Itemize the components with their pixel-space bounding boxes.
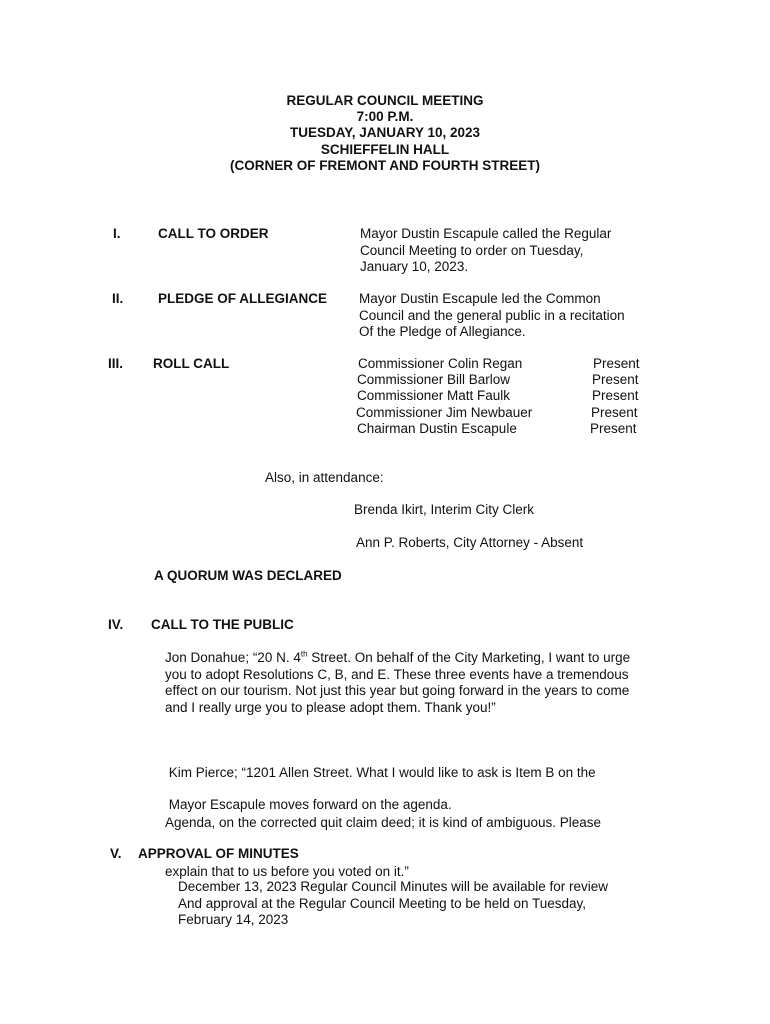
section-4-title: CALL TO THE PUBLIC — [151, 617, 294, 632]
section-1-body — [360, 226, 611, 276]
public-comment-line — [165, 650, 630, 667]
public-comment-pierce — [165, 732, 601, 897]
ordinal-suffix: th — [300, 649, 308, 659]
section-1-line: Mayor Dustin Escapule called the Regular — [360, 226, 612, 241]
roll-call-name: Chairman Dustin Escapule — [357, 421, 517, 436]
public-comment-text: Jon Donahue; “20 N. 4 — [165, 650, 301, 665]
section-2-numeral: II. — [112, 291, 124, 306]
section-1-line: Council Meeting to order on Tuesday, — [360, 242, 584, 258]
section-4-numeral: IV. — [108, 617, 124, 632]
section-3-title: ROLL CALL — [153, 356, 230, 371]
attendee: Ann P. Roberts, City Attorney - Absent — [356, 535, 584, 550]
section-2-title: PLEDGE OF ALLEGIANCE — [158, 291, 328, 306]
roll-call-name: Commissioner Matt Faulk — [357, 388, 511, 403]
meeting-date: TUESDAY, JANUARY 10, 2023 — [289, 125, 481, 141]
section-5-line: And approval at the Regular Council Meeting to be held on Tuesday, — [178, 895, 587, 911]
section-1-title: CALL TO ORDER — [158, 226, 269, 241]
section-2-line: Council and the general public in a recitation — [359, 307, 625, 323]
mayor-note: Mayor Escapule moves forward on the agenda. — [165, 797, 452, 812]
roll-call-name: Commissioner Bill Barlow — [357, 372, 511, 387]
section-1-line: January 10, 2023. — [360, 259, 469, 274]
public-comment-line: effect on our tourism. Not just this year but going forward in the years to come — [165, 683, 630, 698]
section-5-line: December 13, 2023 Regular Council Minutes will be available for review — [178, 879, 608, 894]
public-comment-line: Kim Pierce; “1201 Allen Street. What I would like to ask is Item B on the — [165, 765, 596, 780]
public-comment-text: Street. On behalf of the City Marketing, I want to urge — [307, 650, 631, 665]
public-comment-line: and I really urge you to please adopt them. Thank you!” — [165, 699, 496, 715]
public-comment-line: Agenda, on the corrected quit claim deed; it is kind of ambiguous. Please — [165, 814, 602, 830]
section-3-numeral: III. — [108, 356, 124, 371]
roll-call-name: Commissioner Colin Regan — [358, 356, 523, 371]
roll-call-name: Commissioner Jim Newbauer — [356, 405, 533, 420]
section-2-line: Mayor Dustin Escapule led the Common — [359, 291, 601, 306]
section-5-numeral: V. — [110, 846, 122, 861]
attendee: Brenda Ikirt, Interim City Clerk — [354, 502, 535, 517]
section-5-line: February 14, 2023 — [178, 912, 289, 927]
section-2-line: Of the Pledge of Allegiance. — [359, 324, 526, 339]
roll-call-status: Present — [591, 405, 638, 420]
roll-call-status: Present — [590, 421, 637, 436]
public-comment-line: explain that to us before you voted on it.” — [165, 864, 409, 879]
roll-call-status: Present — [592, 388, 639, 403]
roll-call-status: Present — [593, 356, 640, 371]
section-5-body — [178, 879, 608, 929]
meeting-header — [0, 93, 770, 174]
meeting-venue-location: (CORNER OF FREMONT AND FOURTH STREET) — [230, 157, 540, 173]
public-comment-donahue — [165, 650, 630, 716]
section-2-body — [359, 291, 625, 341]
public-comment-line: you to adopt Resolutions C, B, and E. These three events have a tremendous — [165, 666, 629, 682]
meeting-time: 7:00 P.M. — [356, 109, 414, 125]
meeting-title: REGULAR COUNCIL MEETING — [286, 93, 484, 108]
section-1-numeral: I. — [113, 226, 121, 241]
also-in-attendance-label: Also, in attendance: — [265, 470, 384, 485]
roll-call-status: Present — [592, 372, 639, 387]
meeting-venue: SCHIEFFELIN HALL — [320, 141, 450, 157]
quorum-statement: A QUORUM WAS DECLARED — [154, 568, 342, 583]
section-5-title: APPROVAL OF MINUTES — [138, 846, 299, 861]
